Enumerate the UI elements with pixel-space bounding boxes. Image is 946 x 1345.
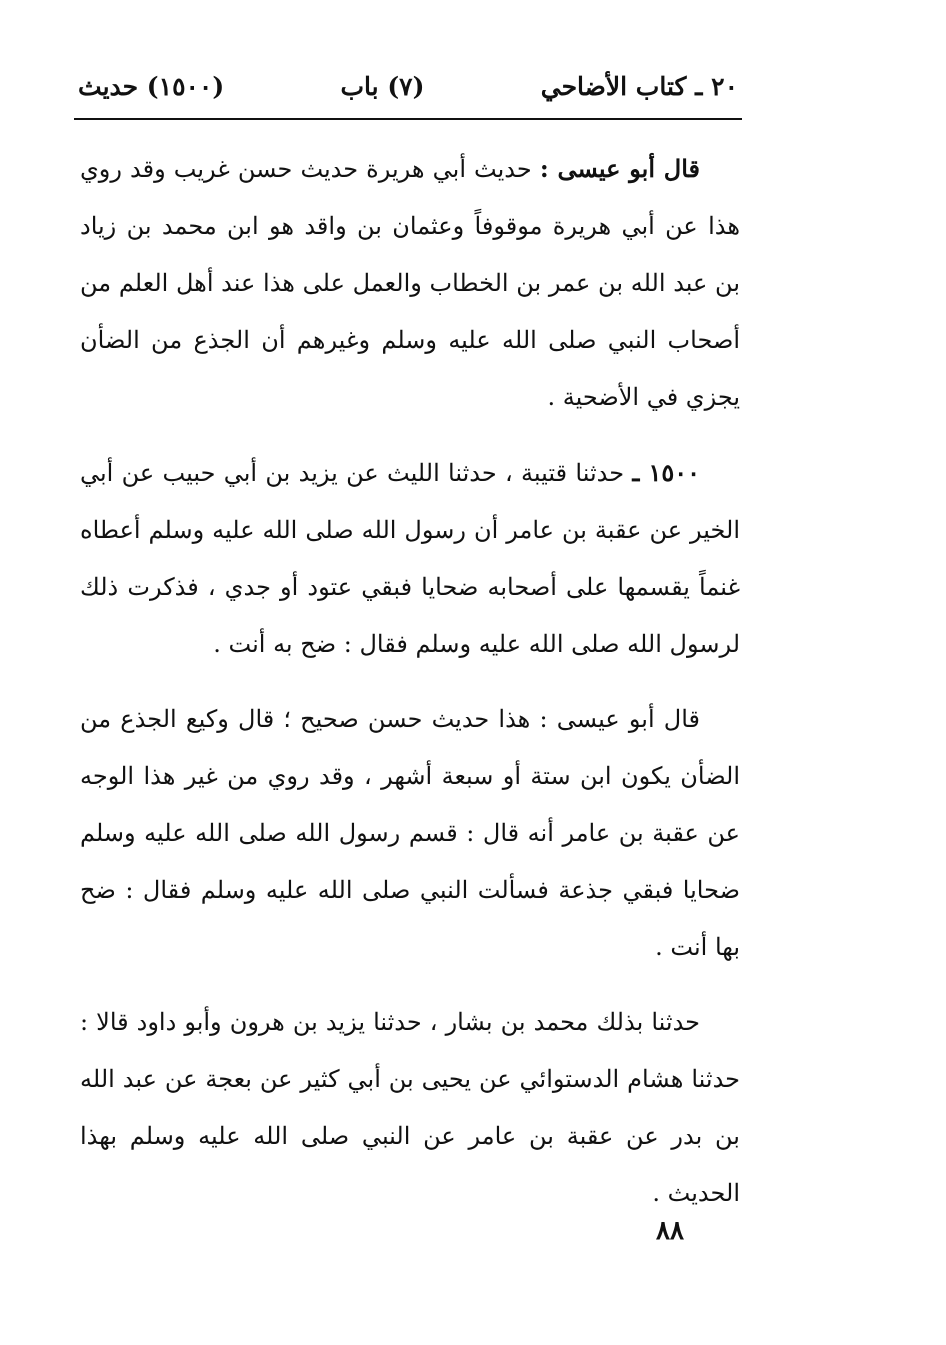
main-text: [80, 140, 740, 1240]
paragraph-lead: حدثنا: [651, 1008, 700, 1036]
paragraph-2: [80, 444, 740, 673]
paragraph-1: [80, 140, 740, 426]
bab-label: (٧) باب: [340, 71, 425, 101]
paragraph-lead: قال أبو عيسى :: [539, 705, 700, 733]
paragraph-lead: قال أبو عيسى :: [539, 154, 701, 183]
hadith-reference: (١٥٠٠) حديث: [78, 71, 225, 101]
running-header: [78, 66, 738, 106]
chapter-title: ٢٠ ـ كتاب الأضاحي: [540, 71, 738, 101]
paragraph-text: هذا حديث حسن صحيح ؛ قال وكيع الجذع من الضأن يكون ابن ستة أو سبعة أشهر ، وقد روي من غير هذا الوجه عن عقبة بن عامر أنه قال : قسم رسول الله صلى الله عليه وسلم ضحايا فبقي جذعة فسألت النبي صلى الله عليه وسلم فقال : ضح بها أنت .: [80, 705, 740, 961]
paragraph-text: بذلك محمد بن بشار ، حدثنا يزيد بن هرون وأبو داود قالا : حدثنا هشام الدستوائي عن يحيى بن أبي كثير عن بعجة عن عبد الله بن بدر عن عقبة بن عامر عن النبي صلى الله عليه وسلم بهذا الحديث .: [80, 1008, 740, 1207]
header-right: [541, 72, 738, 101]
paragraph-text: حديث أبي هريرة حديث حسن غريب وقد روي هذا عن أبي هريرة موقوفاً وعثمان بن واقد هو ابن محمد بن زياد بن عبد الله بن عمر بن الخطاب والعمل على هذا عند أهل العلم من أصحاب النبي صلى الله عليه وسلم وغيرهم أن الجذع من الضأن يجزي في الأضحية .: [80, 155, 740, 411]
paragraph-3: [80, 691, 740, 976]
header-rule: [74, 118, 742, 120]
paragraph-4: [80, 994, 740, 1222]
paragraph-text: حدثنا قتيبة ، حدثنا الليث عن يزيد بن أبي حبيب عن أبي الخير عن عقبة بن عامر أن رسول الله صلى الله عليه وسلم أعطاه غنماً يقسمها على أصحابه ضحايا فبقي عتود أو جدي ، فذكرت ذلك لرسول الله صلى الله عليه وسلم فقال : ضح به أنت .: [80, 459, 740, 658]
hadith-number: ١٥٠٠ ـ: [632, 458, 701, 487]
page-number: ٨٨: [656, 1216, 684, 1246]
